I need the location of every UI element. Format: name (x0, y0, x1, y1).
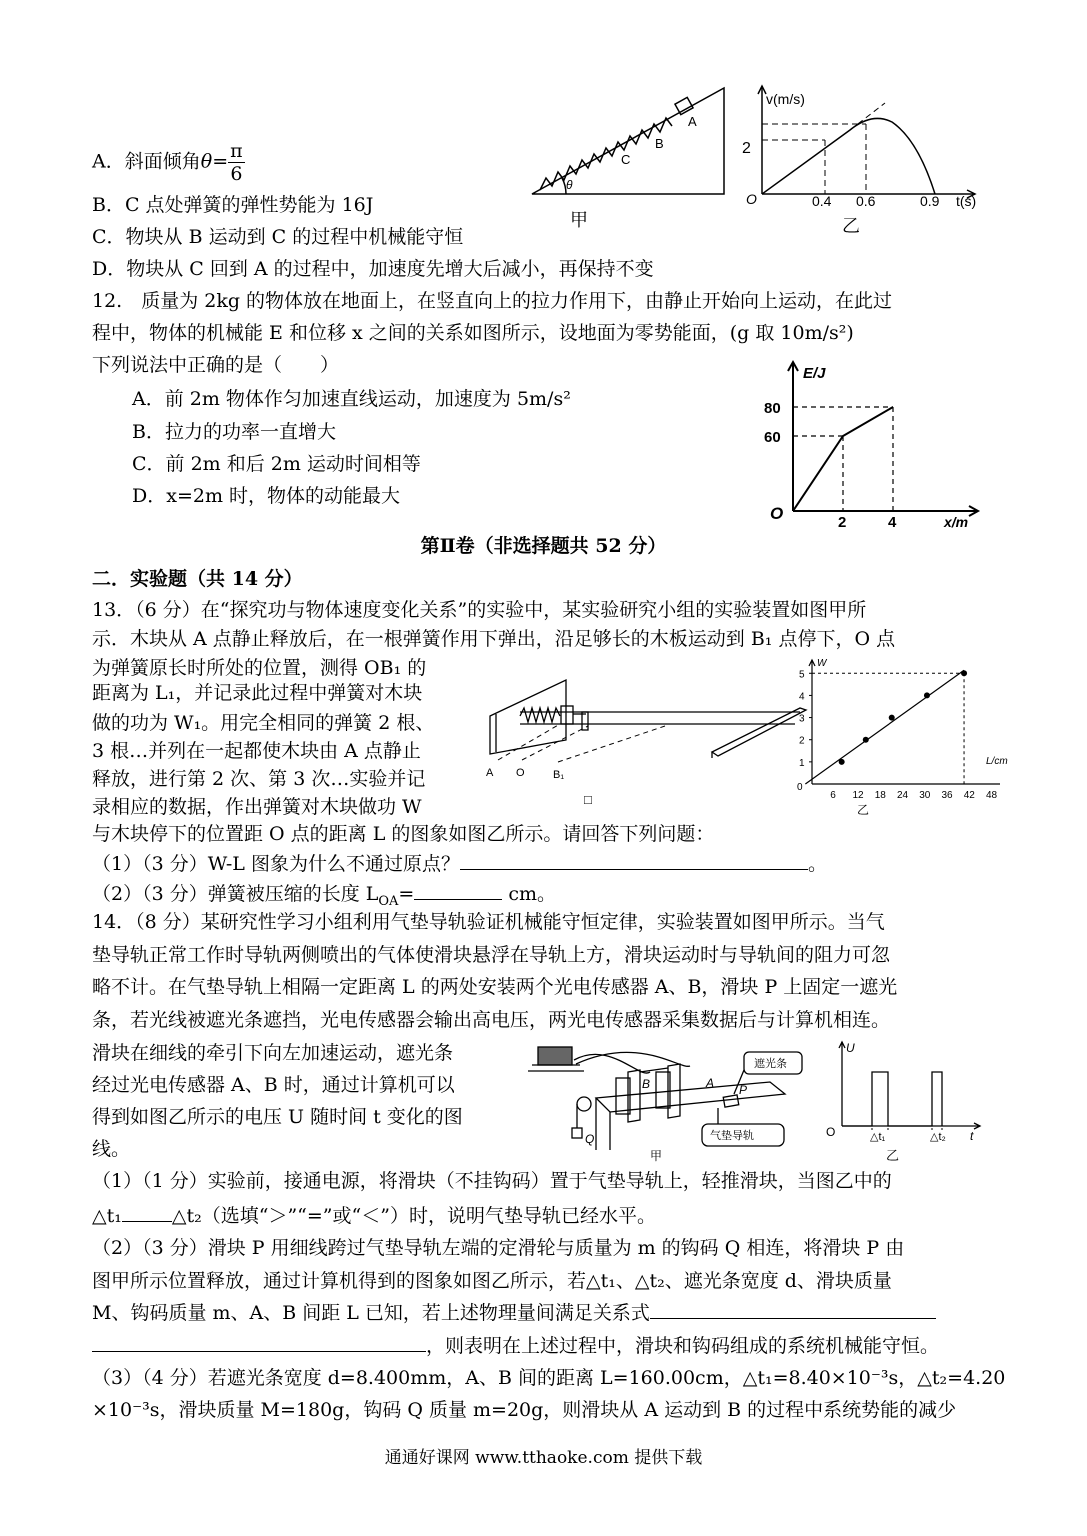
q11-yi-xlabel: t(s) (956, 193, 977, 209)
q11-option-a: A．斜面倾角θ= $\frac{\pi}{6}$ (92, 140, 243, 185)
q13-yi-xlabel: L/cm (986, 756, 1008, 767)
q12-option-b: B．拉力的功率一直增大 (132, 421, 336, 443)
q13-sub-1: （1）（3 分）W-L 图象为什么不通过原点？ 。 (92, 853, 827, 875)
q13-jia-label-a: A (486, 767, 494, 779)
q12-option-d: D．x=2m 时，物体的动能最大 (132, 485, 401, 507)
q13-stem-8: 录相应的数据，作出弹簧对木块做功 W (92, 796, 422, 818)
q13-answer-blank-2[interactable] (414, 881, 502, 900)
q13-data-point (839, 759, 845, 765)
q13-jia-label-o: O (516, 767, 525, 779)
q14-yi-tick-1: △t₁ (870, 1131, 886, 1143)
q14-sub-2d: ，则表明在上述过程中，滑块和钩码组成的系统机械能守恒。 (92, 1333, 939, 1358)
q11-jia-label-c: C (621, 152, 631, 167)
q14-sub-1b: △t₁ △t₂（选填“＞”“=”或“＜”）时，说明气垫导轨已经水平。 (92, 1205, 656, 1227)
q13-yi-xtick: 30 (919, 790, 931, 801)
q14-stem-4: 条，若光线被遮光条遮挡，光电传感器会输出高电压，两光电传感器采集数据后与计算机相连。 (92, 1009, 891, 1031)
q11-jia-label-b: B (655, 136, 664, 151)
q13-data-point (961, 670, 967, 676)
q11-yi-origin: O (746, 191, 757, 207)
q14-sub-2c: M、钩码质量 m、A、B 间距 L 已知，若上述物理量间满足关系式 (92, 1300, 936, 1325)
q13-yi-ytick: 1 (799, 757, 805, 769)
q12-fig-xtick-2: 2 (838, 514, 847, 531)
q14-jia-tag-strip: 遮光条 (754, 1058, 787, 1070)
q11-yi-ylabel: v(m/s) (766, 91, 805, 107)
q11-yi-caption: 乙 (842, 216, 860, 236)
q14-yi-origin: O (826, 1125, 836, 1139)
q14-stem-8: 线。 (92, 1138, 131, 1160)
q13-data-point (863, 737, 869, 743)
q14-stem-2: 垫导轨正常工作时导轨两侧喷出的气体使滑块悬浮在导轨上方，滑块运动时与导轨间的阻力可忽 (92, 944, 891, 966)
q14-jia-label-b: B (642, 1077, 651, 1091)
q14-stem-3: 略不计。在气垫导轨上相隔一定距离 L 的两处安装两个光电传感器 A、B，滑块 P 上固定一遮光 (92, 976, 898, 998)
q11-jia-label-theta: θ (566, 178, 573, 192)
q12-option-c: C．前 2m 和后 2m 运动时间相等 (132, 453, 421, 475)
q13-yi-xtick: 6 (830, 790, 836, 801)
q13-yi-ytick: 5 (799, 669, 805, 681)
q13-stem-5: 做的功为 W₁。用完全相同的弹簧 2 根、 (92, 712, 435, 734)
q14-sub-2a: （2）（3 分）滑块 P 用细线跨过气垫导轨左端的定滑轮与质量为 m 的钩码 Q 相连，将滑块 P 由 (92, 1237, 905, 1259)
q13-yi-xtick: 18 (874, 790, 886, 801)
q14-answer-blank-1[interactable] (122, 1203, 172, 1222)
q12-fig-ytick-80: 80 (764, 400, 781, 417)
q13-stem-6: 3 根…并列在一起都使木块由 A 点静止 (92, 740, 421, 762)
q13-yi-origin: 0 (797, 782, 803, 793)
q13-stem-2: 示．木块从 A 点静止释放后，在一根弹簧作用下弹出，沿足够长的木板运动到 B₁ 点停下，O 点 (92, 628, 896, 650)
q13-stem-9: 与木块停下的位置距 O 点的距离 L 的图象如图乙所示。请回答下列问题： (92, 823, 715, 845)
q12-fig-origin: O (770, 504, 784, 523)
q13-data-point (924, 692, 930, 698)
q12-fig-ylabel: E/J (803, 365, 826, 382)
q13-jia-label-b1: B₁ (553, 769, 565, 781)
q14-stem-7: 得到如图乙所示的电压 U 随时间 t 变化的图 (92, 1106, 463, 1128)
q11-yi-xtick-2: 0.6 (856, 193, 876, 209)
q12-fig-xtick-4: 4 (888, 514, 897, 531)
q14-yi-xlabel: t (970, 1129, 974, 1143)
q11-yi-xtick-3: 0.9 (920, 193, 940, 209)
q13-sub-2: （2）（3 分）弹簧被压缩的长度 $L_{OA}=$ cm。 (92, 883, 557, 909)
q13-data-point (889, 715, 895, 721)
q14-stem-6: 经过光电传感器 A、B 时，通过计算机可以 (92, 1074, 455, 1096)
q13-yi-ytick: 3 (799, 713, 805, 725)
q14-sub-1a: （1）（1 分）实验前，接通电源，将滑块（不挂钩码）置于气垫导轨上，轻推滑块，当图乙中的 (92, 1170, 892, 1192)
q13-stem-3: 为弹簧原长时所处的位置，测得 OB₁ 的 (92, 657, 427, 679)
q13-yi-caption: 乙 (857, 803, 870, 817)
q12-stem-1: 12. 质量为 2kg 的物体放在地面上，在竖直向上的拉力作用下，由静止开始向上运动，在此过 (92, 290, 893, 312)
q11-jia-label-a: A (688, 114, 697, 129)
q14-sub-3a: （3）（4 分）若遮光条宽度 d=8.400mm，A、B 间的距离 L=160.00cm，△t₁=8.40×10⁻³s，△t₂=4.20 (92, 1367, 1006, 1389)
q14-yi-tick-2: △t₂ (930, 1131, 946, 1143)
q13-stem-4: 距离为 L₁，并记录此过程中弹簧对木块 (92, 682, 423, 704)
q14-jia-tag-rail: 气垫导轨 (710, 1130, 754, 1142)
q12-stem-3: 下列说法中正确的是（ ） (92, 354, 340, 376)
q14-jia-caption: 甲 (650, 1149, 663, 1163)
q14-yi-caption: 乙 (886, 1148, 900, 1163)
q11-jia-caption: 甲 (570, 210, 588, 230)
q13-yi-ylabel: W (817, 658, 827, 669)
q14-stem-5: 滑块在细线的牵引下向左加速运动，遮光条 (92, 1042, 454, 1064)
q11-option-c: C．物块从 B 运动到 C 的过程中机械能守恒 (92, 226, 464, 248)
q14-sub-2b: 图甲所示位置释放，通过计算机得到的图象如图乙所示，若△t₁、△t₂、遮光条宽度 d、滑块质量 (92, 1270, 892, 1292)
section-title: 第Ⅱ卷（非选择题共 52 分） (420, 535, 667, 557)
q11-yi-ytick: 2 (742, 140, 751, 157)
q13-stem-7: 释放，进行第 2 次、第 3 次…实验并记 (92, 768, 426, 790)
q13-yi-xtick: 12 (852, 790, 864, 801)
q14-sub-3b: ×10⁻³s，滑块质量 M=180g，钩码 Q 质量 m=20g，则滑块从 A 运动到 B 的过程中系统势能的减少 (92, 1399, 957, 1421)
q12-fig-xlabel: x/m (944, 514, 969, 530)
q13-yi-xtick: 24 (897, 790, 909, 801)
q13-jia-caption: □ (584, 792, 592, 807)
q14-stem-1: 14．（8 分）某研究性学习小组利用气垫导轨验证机械能守恒定律，实验装置如图甲所示。当气 (92, 911, 885, 933)
q12-stem-2: 程中，物体的机械能 E 和位移 x 之间的关系如图所示，设地面为零势能面，(g 取 10m/s²) (92, 322, 854, 344)
q14-answer-blank-2[interactable] (650, 1300, 936, 1319)
q11-yi-xtick-1: 0.4 (812, 193, 832, 209)
q13-yi-ytick: 2 (799, 735, 805, 747)
q13-fit-line (805, 670, 964, 784)
q13-yi-xtick: 48 (986, 790, 998, 801)
q13-yi-ytick: 4 (799, 691, 805, 703)
q13-answer-blank-1[interactable] (460, 851, 808, 870)
q14-jia-label-p: P (739, 1083, 748, 1097)
q14-jia-label-q: Q (585, 1132, 595, 1146)
page-footer: 通通好课网 www.tthaoke.com 提供下载 (384, 1448, 703, 1468)
section-heading: 二．实验题（共 14 分） (92, 568, 303, 590)
q13-yi-xtick: 36 (941, 790, 953, 801)
q11-option-d: D．物块从 C 回到 A 的过程中，加速度先增大后减小，再保持不变 (92, 258, 654, 280)
q14-yi-ylabel: U (846, 1041, 855, 1055)
q11-option-b: B．C 点处弹簧的弹性势能为 16J (92, 194, 374, 216)
q13-yi-xtick: 42 (963, 790, 975, 801)
q13-stem-1: 13．（6 分）在“探究功与物体速度变化关系”的实验中，某实验研究小组的实验装置如图甲所 (92, 599, 867, 621)
q12-option-a: A．前 2m 物体作匀加速直线运动，加速度为 5m/s² (132, 388, 571, 410)
q14-answer-blank-2-cont[interactable] (92, 1333, 426, 1352)
q14-jia-label-a: A (706, 1076, 715, 1090)
q12-fig-ytick-60: 60 (764, 429, 781, 446)
